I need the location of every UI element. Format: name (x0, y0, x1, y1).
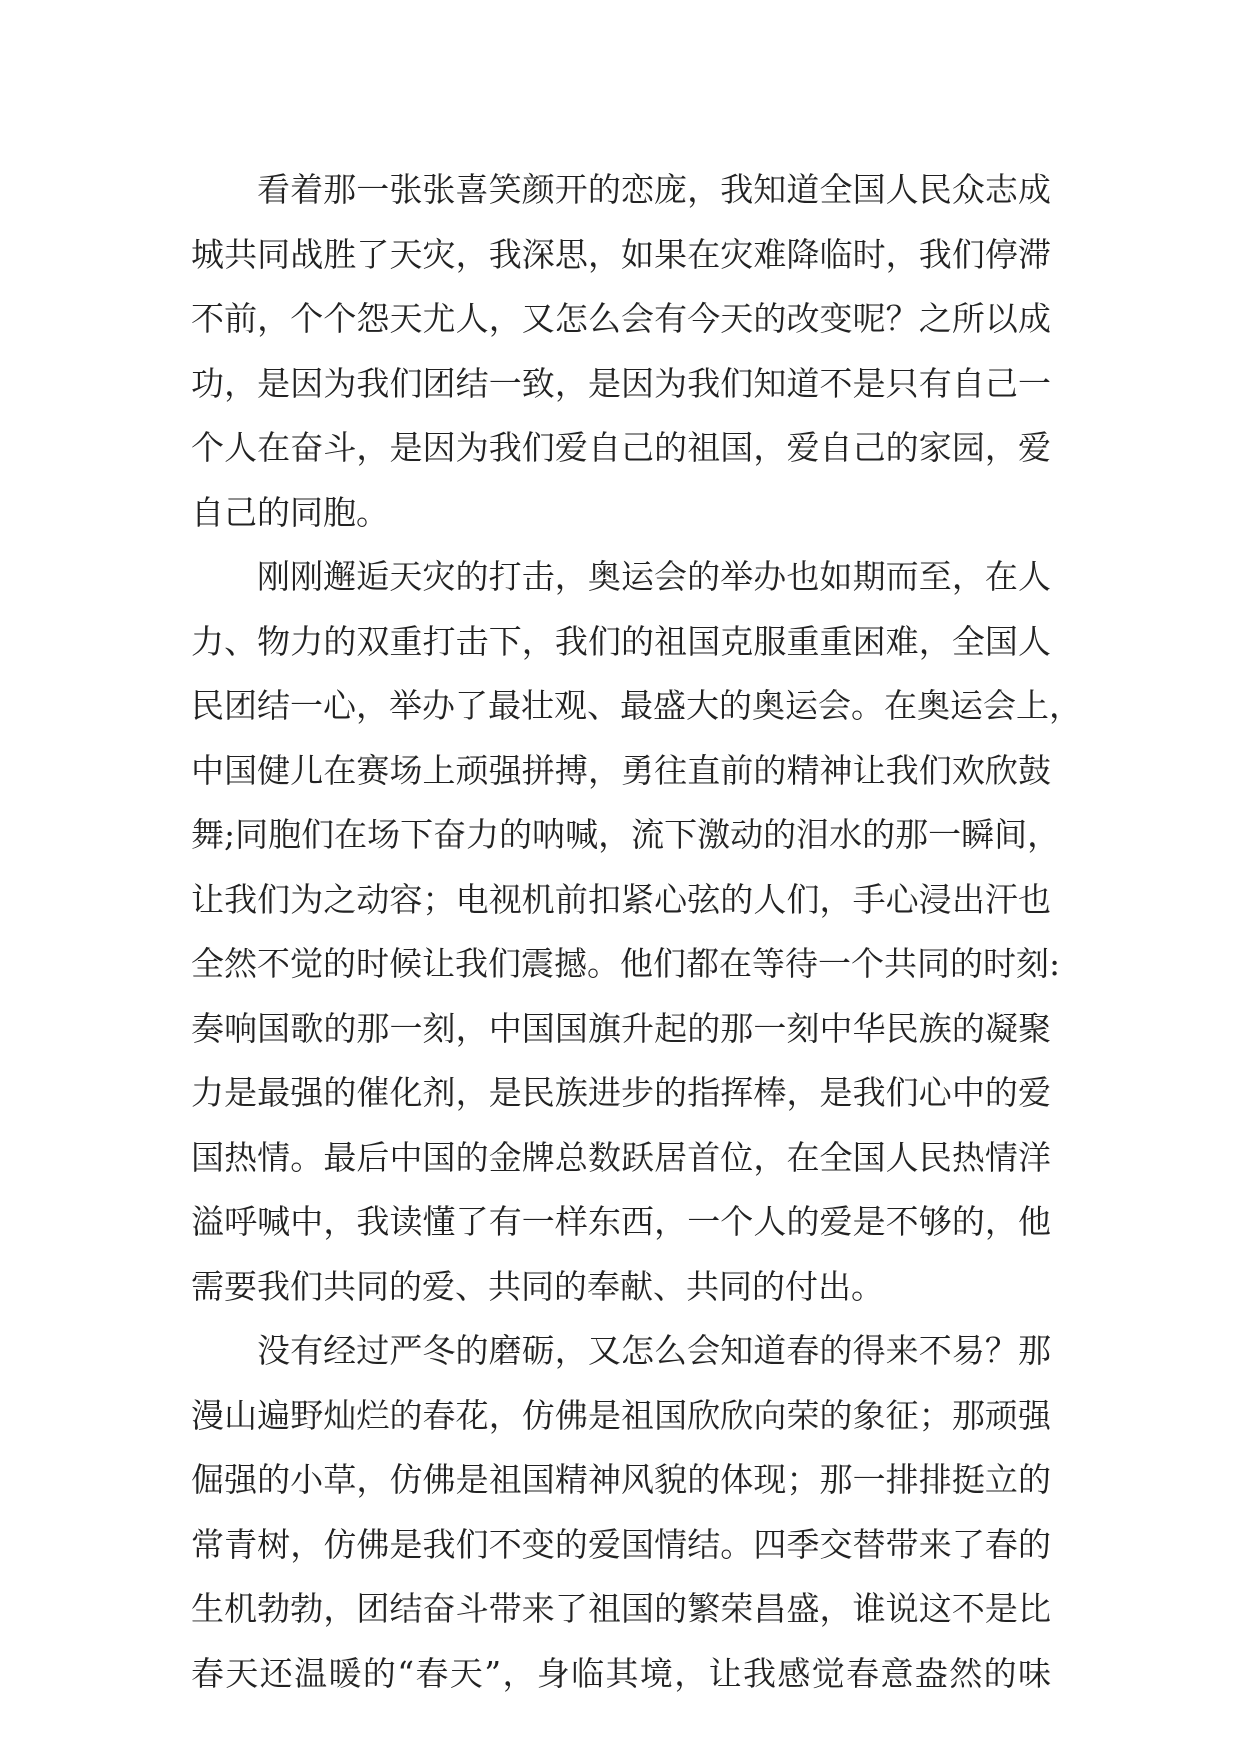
text-line: 需要我们共同的爱、共同的奉献、共同的付出。 (191, 1266, 884, 1306)
body-text (191, 158, 1082, 1706)
text-line: 不前，个个怨天尤人，又怎么会有今天的改变呢？之所以成 (191, 299, 1051, 338)
text-line: 奏响国歌的那一刻，中国国旗升起的那一刻中华民族的凝聚 (191, 1008, 1051, 1048)
text-line: 刚刚邂逅天灾的打击，奥运会的举办也如期而至，在人 (257, 557, 1051, 596)
text-line: 倔强的小草，仿佛是祖国精神风貌的体现；那一排排挺立的 (191, 1460, 1051, 1499)
text-line: 个人在奋斗，是因为我们爱自己的祖国，爱自己的家园，爱 (191, 428, 1051, 467)
text-line: 国热情。最后中国的金牌总数跃居首位，在全国人民热情洋 (191, 1137, 1051, 1177)
text-line: 城共同战胜了天灾，我深思，如果在灾难降临时，我们停滞 (191, 234, 1051, 274)
text-line: 溢呼喊中，我读懂了有一样东西，一个人的爱是不够的，他 (191, 1202, 1051, 1241)
text-line: 舞;同胞们在场下奋力的呐喊，流下激动的泪水的那一瞬间， (191, 815, 1061, 854)
text-line: 看着那一张张喜笑颜开的恋庞，我知道全国人民众志成 (257, 170, 1051, 209)
text-line: 漫山遍野灿烂的春花，仿佛是祖国欣欣向荣的象征；那顽强 (191, 1395, 1051, 1435)
text-line: 生机勃勃，团结奋斗带来了祖国的繁荣昌盛，谁说这不是比 (191, 1589, 1051, 1628)
text-line: 没有经过严冬的磨砺，又怎么会知道春的得来不易？那 (257, 1331, 1051, 1370)
text-line: 春天还温暖的“春天”，身临其境，让我感觉春意盎然的味 (191, 1653, 1051, 1693)
text-line: 力、物力的双重打击下，我们的祖国克服重重困难，全国人 (191, 621, 1051, 661)
text-line: 常青树，仿佛是我们不变的爱国情结。四季交替带来了春的 (191, 1524, 1051, 1564)
text-line: 自己的同胞。 (191, 492, 389, 532)
text-line: 力是最强的催化剂，是民族进步的指挥棒，是我们心中的爱 (191, 1073, 1051, 1112)
text-line: 民团结一心，举办了最壮观、最盛大的奥运会。在奥运会上， (191, 686, 1082, 725)
text-line: 中国健儿在赛场上顽强拼搏，勇往直前的精神让我们欢欣鼓 (191, 750, 1051, 790)
text-line: 全然不觉的时候让我们震撼。他们都在等待一个共同的时刻: (191, 944, 1061, 983)
text-line: 让我们为之动容；电视机前扣紧心弦的人们，手心浸出汗也 (191, 879, 1051, 919)
text-line: 功，是因为我们团结一致，是因为我们知道不是只有自己一 (191, 363, 1051, 403)
